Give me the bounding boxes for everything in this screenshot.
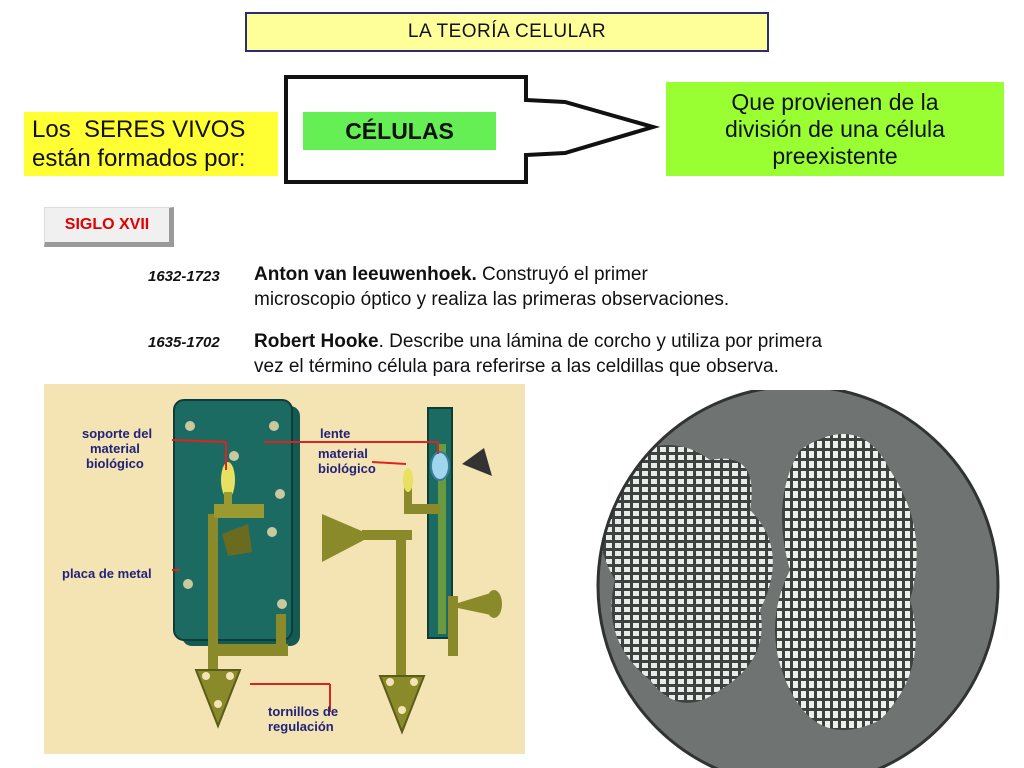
label-soporte-2: material bbox=[90, 441, 140, 456]
label-material bbox=[318, 446, 376, 476]
century-label bbox=[44, 207, 174, 247]
label-tornillos-1: tornillos de bbox=[268, 704, 339, 719]
label-soporte-1: soporte del bbox=[82, 426, 153, 441]
preexisting-cell-box bbox=[666, 82, 1004, 176]
label-soporte-3: biológico bbox=[86, 456, 144, 471]
label-soporte bbox=[82, 426, 152, 471]
entry-name-leeuwenhoek: Anton van leeuwenhoek. bbox=[254, 264, 477, 285]
microscope-illustration bbox=[44, 384, 525, 754]
entry-date-leeuwenhoek: 1632-1723 bbox=[148, 268, 220, 285]
page-title bbox=[245, 12, 769, 52]
century-label-text: SIGLO XVII bbox=[64, 216, 150, 233]
cork-cells-image bbox=[560, 390, 1024, 768]
cells-label: CÉLULAS bbox=[345, 117, 454, 144]
preexisting-line-3: preexistente bbox=[772, 142, 898, 169]
living-beings-line-1: Los SERES VIVOS bbox=[32, 116, 246, 143]
entry-text-leeuwenhoek-1: Construyó el primer bbox=[476, 264, 648, 285]
entry-name-hooke: Robert Hooke bbox=[254, 331, 379, 352]
label-lente: lente bbox=[320, 426, 351, 441]
entry-leeuwenhoek bbox=[254, 262, 954, 312]
living-beings-box bbox=[24, 112, 278, 176]
entry-text-hooke-1: . Describe una lámina de corcho y utiliza por primera bbox=[378, 331, 823, 352]
label-material-1: material bbox=[318, 446, 368, 461]
preexisting-line-1: Que provienen de la bbox=[731, 88, 939, 115]
entry-text-hooke-2: vez el término célula para referirse a las celdillas que observa. bbox=[254, 356, 779, 377]
label-tornillos bbox=[268, 704, 338, 734]
cork-cells-drawing bbox=[560, 390, 1024, 768]
entry-date-hooke: 1635-1702 bbox=[148, 334, 220, 351]
preexisting-line-2: división de una célula bbox=[725, 115, 945, 142]
label-material-2: biológico bbox=[318, 461, 376, 476]
label-placa: placa de metal bbox=[62, 566, 152, 581]
label-tornillos-2: regulación bbox=[268, 719, 334, 734]
cells-box bbox=[303, 112, 496, 150]
entry-text-leeuwenhoek-2: microscopio óptico y realiza las primeras observaciones. bbox=[254, 289, 730, 310]
page-title-text: LA TEORÍA CELULAR bbox=[407, 21, 607, 42]
entry-hooke bbox=[254, 329, 974, 379]
living-beings-line-2: están formados por: bbox=[32, 145, 246, 172]
